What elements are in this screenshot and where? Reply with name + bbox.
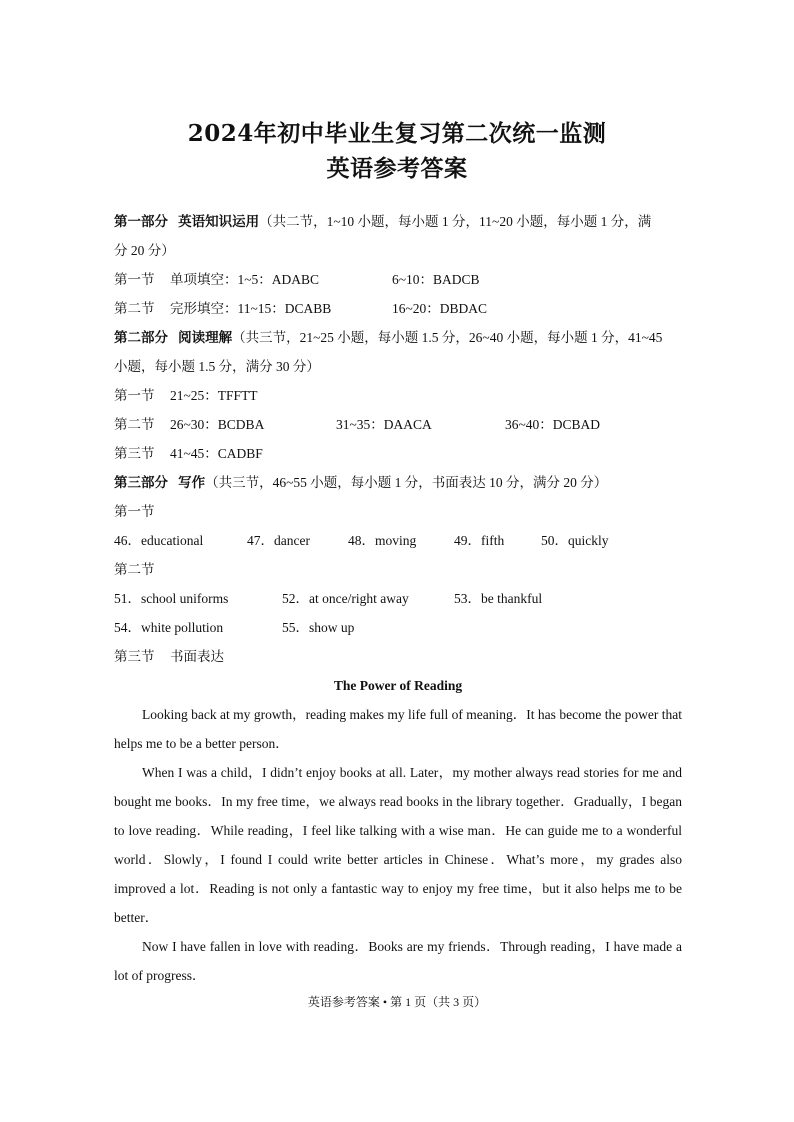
- part2-desc-a: （共三节，21~25 小题，每小题 1.5 分，26~40 小题，每小题 1 分，41~45: [232, 330, 663, 345]
- part1-desc-line2: [114, 236, 682, 265]
- part1-desc-b: 分 20 分）: [114, 243, 175, 258]
- answer-item: 47．dancer: [247, 533, 310, 548]
- part1-sec1-answers-b: 6~10：BADCB: [392, 272, 480, 287]
- part1-name: 英语知识运用: [178, 214, 260, 229]
- document-title: 2024年初中毕业生复习第二次统一监测: [187, 120, 607, 147]
- part1-sec2-answers-b: 16~20：DBDAC: [392, 301, 488, 316]
- part2-sec2-answers-c: 36~40：DCBAD: [505, 417, 601, 432]
- answer-item: 51．school uniforms: [114, 591, 229, 606]
- part2-sec2-answers-a: 26~30：BCDBA: [170, 417, 265, 432]
- part1-sec2-label: 第二节: [114, 301, 155, 316]
- part2-sec3-label: 第三节: [114, 446, 155, 461]
- part1-sec1-label: 第一节: [114, 272, 155, 287]
- part3-sec2-answers-row2: [114, 613, 682, 642]
- essay-paragraph-2: When I was a child，I didn’t enjoy books at all. Later，my mother always read stories for me and bought me books．In my free time，we always read books in the library together．Gradually，I began to love reading．While reading，I feel like talking with a wise man．He can guide me to a wonderful world．Slowly，I found I could write better articles in Chinese．What’s more，my grades also improved a lot．Reading is not only a fantastic way to enjoy my free time，but it also helps me to be better．: [114, 765, 682, 925]
- part1-header: [114, 207, 682, 236]
- essay-paragraph-1: Looking back at my growth，reading makes my life full of meaning．It has become the power that helps me to be a better person．: [114, 707, 682, 751]
- document-subtitle: 英语参考答案: [326, 155, 468, 182]
- part3-heading: 第三部分: [114, 475, 168, 490]
- part3-sec2-label: 第二节: [114, 562, 155, 577]
- part1-desc-a: （共二节，1~10 小题，每小题 1 分，11~20 小题，每小题 1 分，满: [259, 214, 652, 229]
- part3-name: 写作: [178, 475, 206, 490]
- part3-sec3-row: [114, 642, 682, 671]
- answer-item: 53．be thankful: [454, 591, 543, 606]
- part2-sec3-answers: 41~45：CADBF: [170, 446, 263, 461]
- part1-sec1-answers-a: 单项填空：1~5：ADABC: [170, 272, 320, 287]
- part2-sec1-answers: 21~25：TFFTT: [170, 388, 258, 403]
- essay-title: The Power of Reading: [333, 678, 463, 693]
- part3-sec1-label: 第一节: [114, 504, 155, 519]
- answer-item: 48．moving: [348, 533, 417, 548]
- part1-sec2-row: [114, 294, 682, 323]
- essay-paragraph-3: Now I have fallen in love with reading．Books are my friends．Through reading，I have made a lot of progress．: [114, 939, 682, 983]
- answer-item: 55．show up: [282, 620, 355, 635]
- part1-heading: 第一部分: [114, 214, 168, 229]
- part3-sec2-answers-row1: [114, 584, 682, 613]
- part3-sec3-label: 第三节: [114, 649, 155, 664]
- part2-sec1-label: 第一节: [114, 388, 155, 403]
- part2-desc-b: 小题，每小题 1.5 分，满分 30 分）: [114, 359, 320, 374]
- part1-sec2-answers-a: 完形填空：11~15：DCABB: [170, 301, 332, 316]
- part3-desc: （共三节，46~55 小题，每小题 1 分，书面表达 10 分，满分 20 分）: [205, 475, 608, 490]
- part2-sec3-row: [114, 439, 682, 468]
- answer-item: 50．quickly: [541, 533, 609, 548]
- part1-sec1-row: [114, 265, 682, 294]
- page-footer: 英语参考答案 • 第 1 页（共 3 页）: [307, 995, 487, 1009]
- answer-body: [114, 207, 682, 990]
- part2-header: [114, 323, 682, 352]
- answer-item: 49．fifth: [454, 533, 505, 548]
- answer-item: 54．white pollution: [114, 620, 224, 635]
- part2-sec1-row: [114, 381, 682, 410]
- part3-header: [114, 468, 682, 497]
- part2-sec2-row: [114, 410, 682, 439]
- part2-heading: 第二部分: [114, 330, 168, 345]
- part2-sec2-label: 第二节: [114, 417, 155, 432]
- answer-item: 52．at once/right away: [282, 591, 409, 606]
- part2-desc-line2: [114, 352, 682, 381]
- part3-sec2-label-row: [114, 555, 682, 584]
- part3-sec1-answers-row: [114, 526, 682, 555]
- part3-sec1-label-row: [114, 497, 682, 526]
- part3-sec3-name: 书面表达: [170, 649, 224, 664]
- part2-sec2-answers-b: 31~35：DAACA: [336, 417, 432, 432]
- part2-name: 阅读理解: [178, 330, 233, 345]
- answer-item: 46．educational: [114, 533, 204, 548]
